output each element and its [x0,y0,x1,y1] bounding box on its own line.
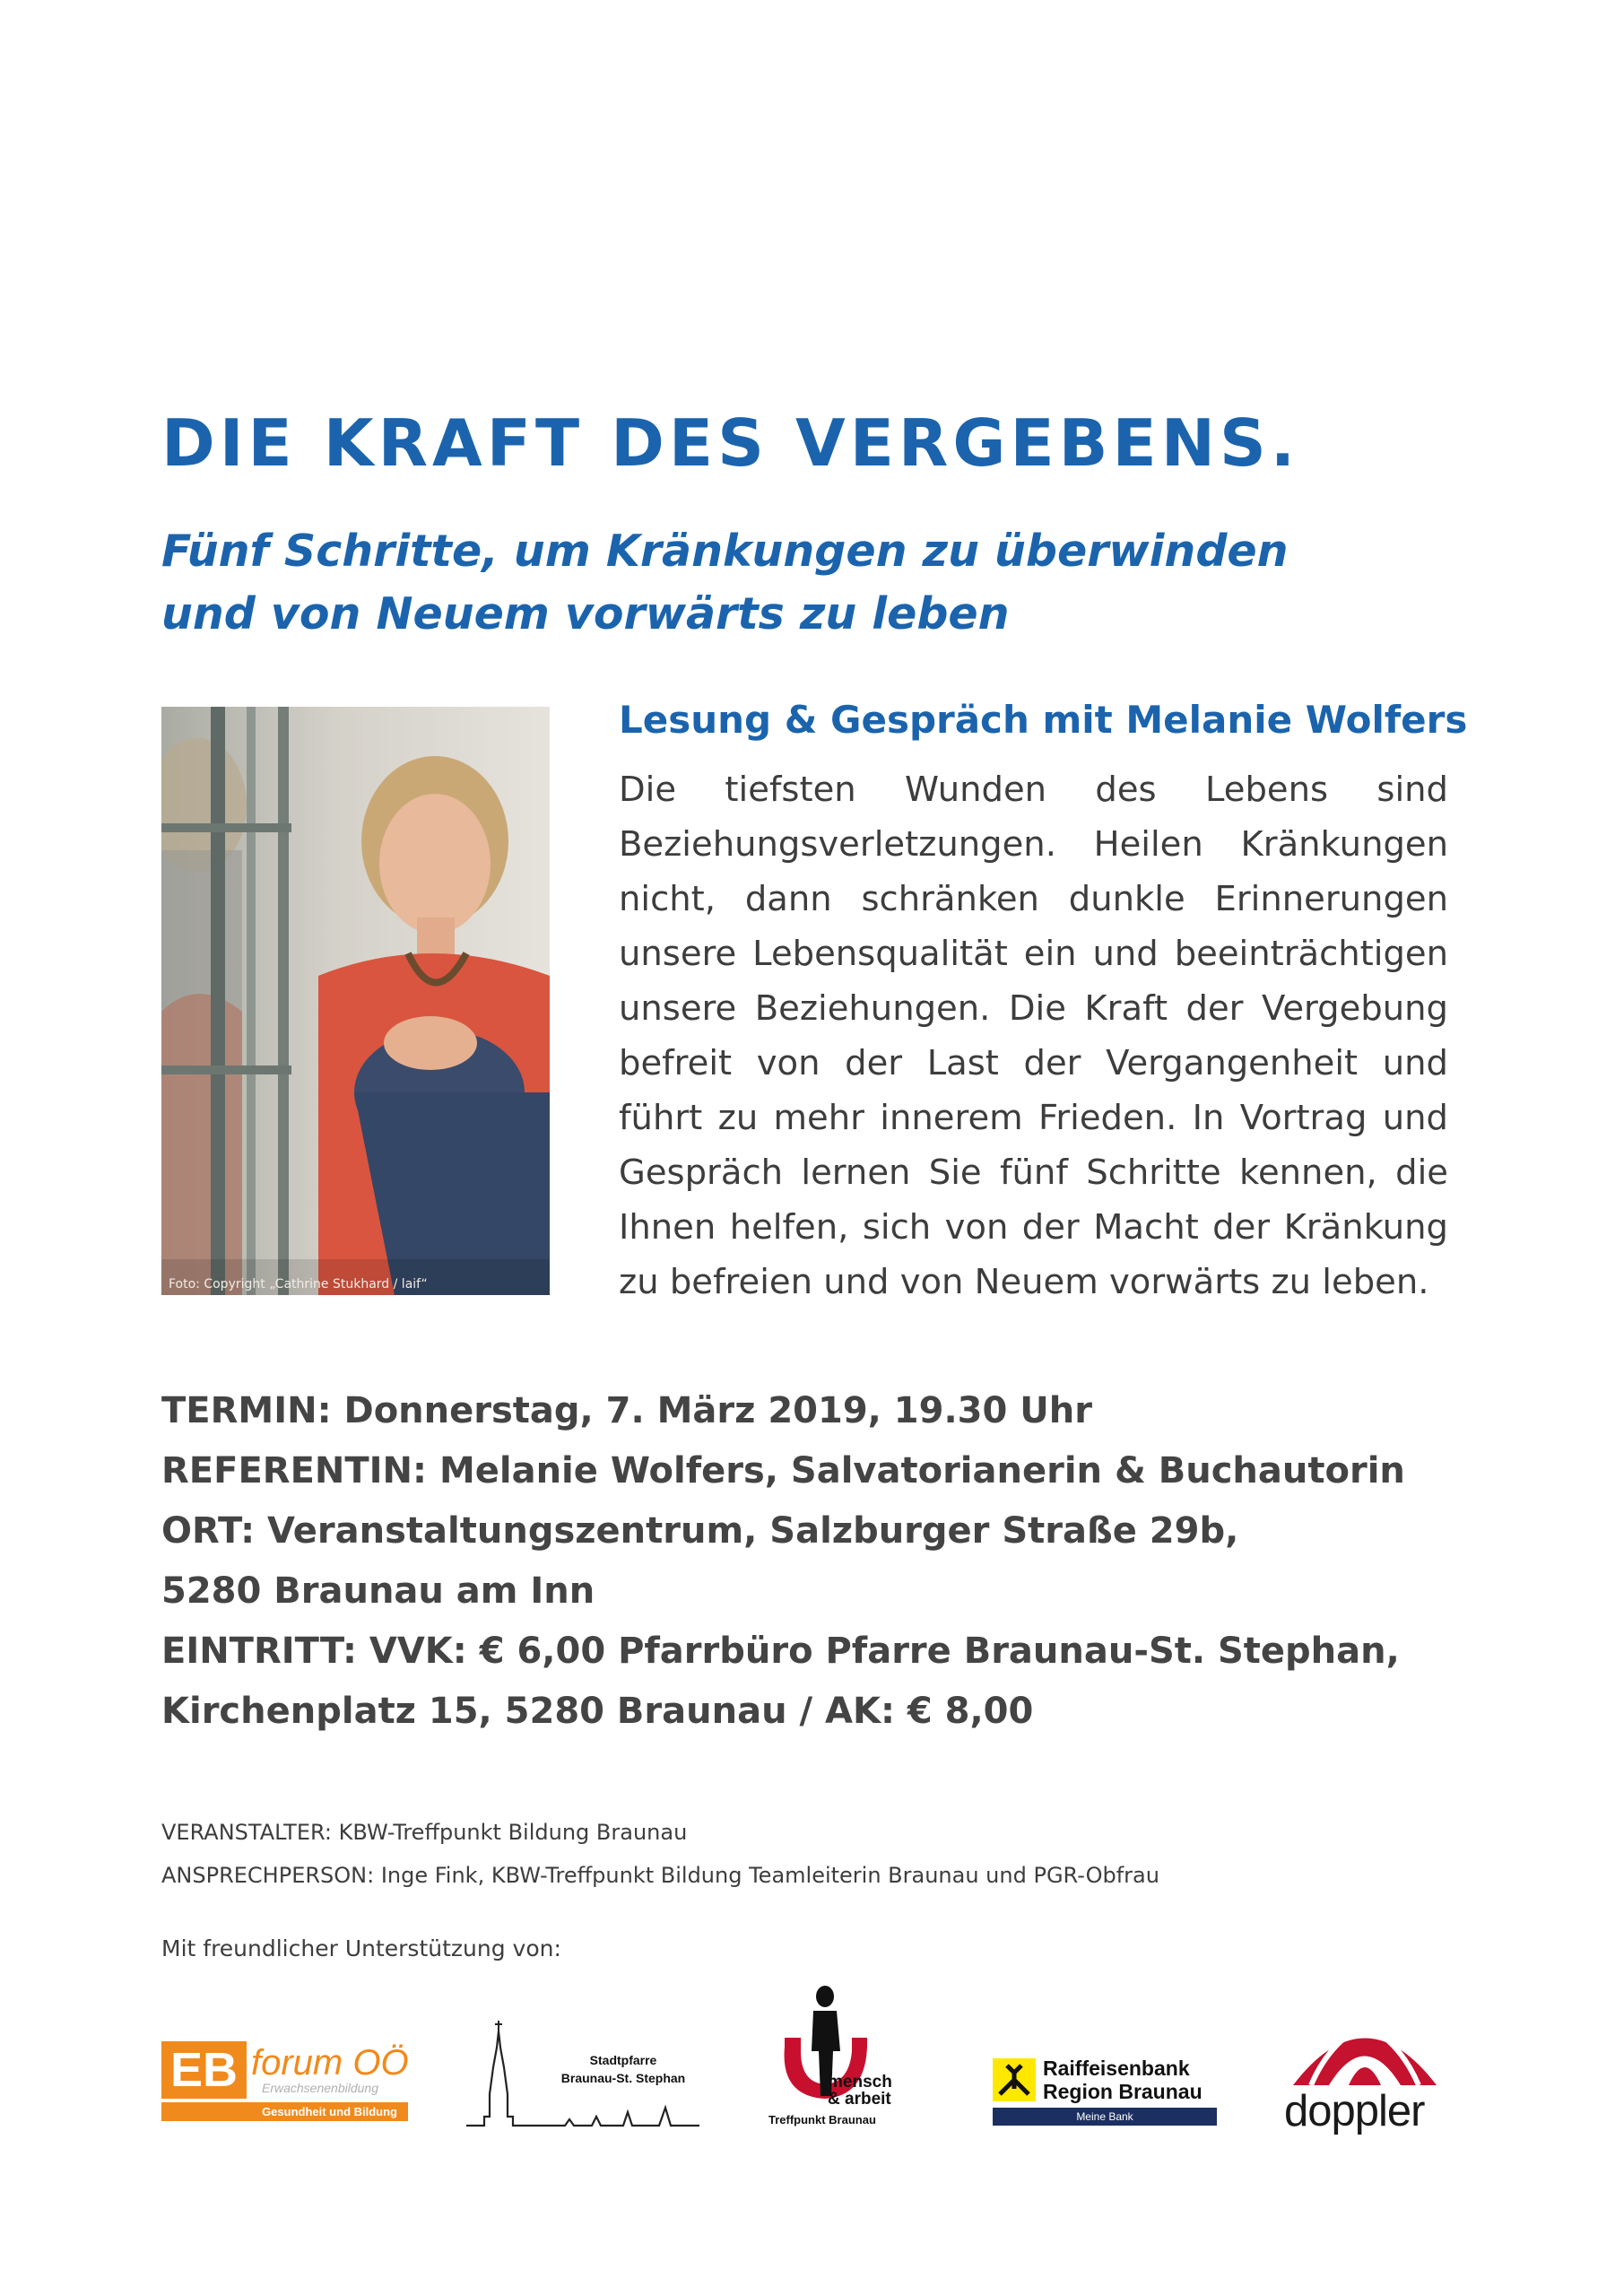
speaker-photo [161,707,550,1295]
doppler-name: doppler [1284,2087,1425,2135]
organizer-info [161,1811,1159,1897]
subtitle [161,520,1289,646]
umbrella-icon [1284,2018,1446,2090]
detail-termin: TERMIN: Donnerstag, 7. März 2019, 19.30 Uhr [161,1390,1092,1431]
raiffeisen-name [1043,2057,1203,2103]
raiffeisen-mark-icon [993,2058,1036,2101]
detail-referentin: REFERENTIN: Melanie Wolfers, Salvatorianerin & Buchautorin [161,1450,1405,1492]
eb-logo-mark: EB [161,2041,247,2099]
stadtpfarre-line-2: Braunau-St. Stephan [560,2071,686,2085]
detail-eintritt-line-1: EINTRITT: VVK: € 6,00 Pfarrbüro Pfarre Braunau-St. Stephan, [161,1631,1400,1672]
speaker-photo-illustration [161,707,550,1295]
eb-forum-logo [161,2041,408,2122]
event-details [161,1381,1417,1742]
mensch-arbeit-subtitle: Treffpunkt Braunau [768,2113,876,2126]
raiffeisen-line-1: Raiffeisenbank [1043,2057,1190,2080]
page-title: DIE KRAFT DES VERGEBENS. [161,405,1300,481]
mensch-arbeit-text [828,2074,892,2108]
eb-logo-subtitle: Erwachsenenbildung [262,2081,378,2095]
stadtpfarre-text [547,2051,699,2087]
organizer-veranstalter: VERANSTALTER: KBW-Treffpunkt Bildung Braunau [161,1820,688,1845]
support-label: Mit freundlicher Unterstützung von: [161,1935,561,1961]
mensch-arbeit-line-2: & arbeit [828,2090,891,2109]
subtitle-line-1: Fünf Schritte, um Kränkungen zu überwinden [161,526,1289,577]
raiffeisen-line-2: Region Braunau [1043,2080,1203,2103]
eb-logo-bar: Gesundheit und Bildung [161,2102,408,2121]
stadtpfarre-logo [466,2013,699,2139]
detail-ort-line-1: ORT: Veranstaltungszentrum, Salzburger Straße 29b, [161,1510,1239,1552]
organizer-contact: ANSPRECHPERSON: Inge Fink, KBW-Treffpunkt Bildung Teamleiterin Braunau und PGR-Obfrau [161,1863,1159,1888]
raiffeisen-logo [993,2057,1217,2128]
stadtpfarre-line-1: Stadtpfarre [589,2053,657,2067]
mensch-arbeit-line-1: mensch [828,2073,892,2092]
event-heading: Lesung & Gespräch mit Melanie Wolfers [619,698,1468,742]
doppler-logo [1284,2018,1446,2135]
eb-logo-name: forum OÖ [251,2043,409,2083]
subtitle-line-2: und von Neuem vorwärts zu leben [161,588,1010,639]
detail-ort-line-2: 5280 Braunau am Inn [161,1570,595,1612]
mensch-arbeit-logo [767,1984,901,2127]
event-description: Die tiefsten Wunden des Lebens sind Beziehungsverletzungen. Heilen Kränkungen nicht, dann schränken dunkle Erinnerungen unsere Lebensqualität ein und beeinträchtigen unsere Beziehungen. Die Kraft der Vergebung befreit von der Last der Vergangenheit und führt zu mehr innerem Frieden. In Vortrag und Gespräch lernen Sie fünf Schritte kennen, die Ihnen helfen, sich von der Macht der Kränkung zu befreien und von Neuem vorwärts zu leben. [619,770,1448,1302]
photo-credit: Foto: Copyright „Cathrine Stukhard / laif“ [169,1277,428,1292]
detail-eintritt-line-2: Kirchenplatz 15, 5280 Braunau / AK: € 8,00 [161,1691,1034,1732]
raiffeisen-bar: Meine Bank [993,2108,1217,2126]
